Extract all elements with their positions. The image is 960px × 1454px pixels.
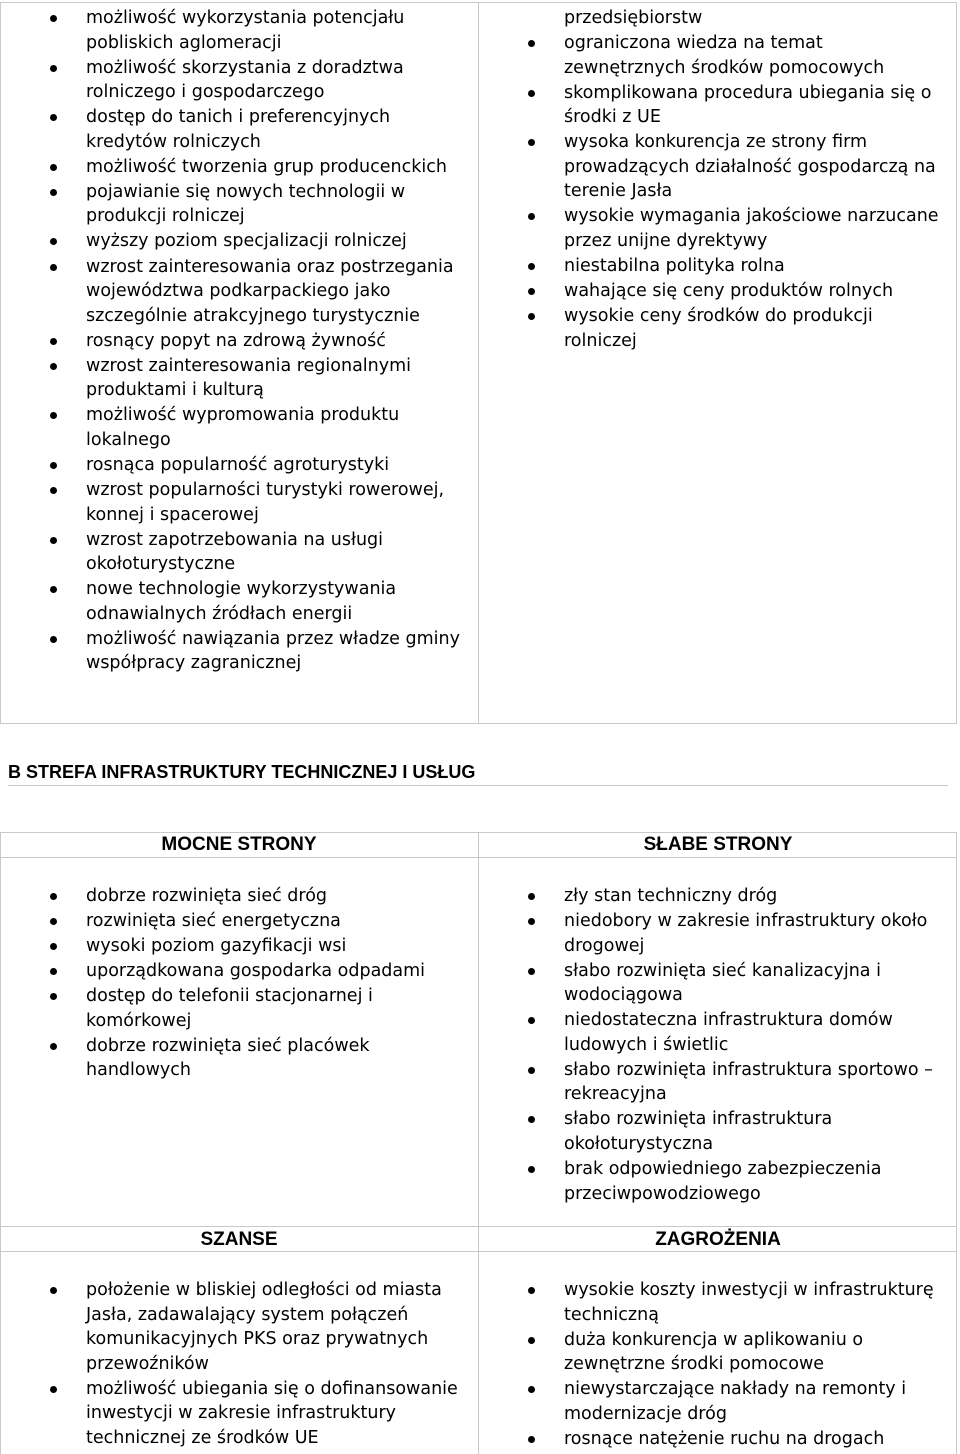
list-item: rozwinięta sieć energetyczna bbox=[0, 909, 464, 934]
list-item: możliwość wypromowania produktu lokalnego bbox=[0, 403, 464, 452]
threats-list bbox=[479, 1278, 957, 1451]
list-item: niestabilna polityka rolna bbox=[479, 254, 943, 279]
opportunities-column bbox=[0, 1278, 478, 1451]
top-opportunities-column bbox=[0, 6, 478, 676]
list-item: wyższy poziom specjalizacji rolniczej bbox=[0, 229, 464, 254]
list-item: wysokie koszty inwestycji w infrastrukturę techniczną bbox=[479, 1278, 943, 1327]
list-item: wzrost zapotrzebowania na usługi okołoturystyczne bbox=[0, 528, 464, 577]
list-item: niedobory w zakresie infrastruktury około drogowej bbox=[479, 909, 943, 958]
opportunities-header: SZANSE bbox=[200, 1229, 278, 1250]
list-item: wysoki poziom gazyfikacji wsi bbox=[0, 934, 464, 959]
list-item: brak odpowiedniego zabezpieczenia przeciwpowodziowego bbox=[479, 1157, 943, 1206]
list-item: wysokie wymagania jakościowe narzucane przez unijne dyrektywy bbox=[479, 204, 943, 253]
list-item: słabo rozwinięta infrastruktura sportowo – rekreacyjna bbox=[479, 1058, 943, 1107]
list-item: możliwość skorzystania z doradztwa rolniczego i gospodarczego bbox=[0, 56, 464, 105]
list-item: możliwość nawiązania przez władze gminy współpracy zagranicznej bbox=[0, 627, 464, 676]
top-threats-column bbox=[479, 6, 957, 354]
strengths-list bbox=[0, 884, 478, 1083]
threats-column bbox=[479, 1278, 957, 1452]
list-item: wzrost zainteresowania oraz postrzegania województwa podkarpackiego jako szczególnie atrakcyjnego turystycznie bbox=[0, 255, 464, 329]
list-item: dobrze rozwinięta sieć dróg bbox=[0, 884, 464, 909]
list-item: słabo rozwinięta sieć kanalizacyjna i wodociągowa bbox=[479, 959, 943, 1008]
list-item: niedostateczna infrastruktura domów ludowych i świetlic bbox=[479, 1008, 943, 1057]
list-item: dostęp do tanich i preferencyjnych kredytów rolniczych bbox=[0, 105, 464, 154]
list-item: wzrost zainteresowania regionalnymi produktami i kulturą bbox=[0, 354, 464, 403]
list-item: uporządkowana gospodarka odpadami bbox=[0, 959, 464, 984]
section-b-title: B STREFA INFRASTRUKTURY TECHNICZNEJ I USŁUG bbox=[8, 761, 948, 786]
list-item: możliwość wykorzystania potencjału pobliskich aglomeracji bbox=[0, 6, 464, 55]
list-item: możliwość tworzenia grup producenckich bbox=[0, 155, 464, 180]
opportunities-header-rule bbox=[0, 1251, 957, 1252]
list-item: rosnące natężenie ruchu na drogach bbox=[479, 1427, 943, 1452]
strengths-column bbox=[0, 884, 478, 1084]
threats-continuation-text: przedsiębiorstw bbox=[564, 8, 703, 28]
list-item: pojawianie się nowych technologii w produkcji rolniczej bbox=[0, 180, 464, 229]
strengths-header: MOCNE STRONY bbox=[161, 834, 317, 855]
list-item: wysoka konkurencja ze strony firm prowadzących działalność gospodarczą na terenie Jasła bbox=[479, 130, 943, 204]
list-item: wysokie ceny środków do produkcji rolniczej bbox=[479, 304, 943, 353]
weaknesses-column bbox=[479, 884, 957, 1207]
opportunities-top-rule bbox=[0, 1226, 957, 1227]
list-item: słabo rozwinięta infrastruktura okołoturystyczna bbox=[479, 1107, 943, 1156]
list-item: położenie w bliskiej odległości od miasta Jasła, zadawalający system połączeń komunikacyjnych PKS oraz prywatnych przewoźników bbox=[0, 1278, 466, 1376]
list-item: skomplikowana procedura ubiegania się o środki z UE bbox=[479, 81, 943, 130]
strengths-header-rule bbox=[0, 857, 957, 858]
list-item: możliwość ubiegania się o dofinansowanie inwestycji w zakresie infrastruktury technicznej ze środków UE bbox=[0, 1377, 466, 1451]
weaknesses-list bbox=[479, 884, 957, 1206]
threats-header: ZAGROŻENIA bbox=[655, 1229, 781, 1250]
list-item: wzrost popularności turystyki rowerowej, konnej i spacerowej bbox=[0, 478, 464, 527]
list-item: rosnąca popularność agroturystyki bbox=[0, 453, 464, 478]
list-item: dostęp do telefonii stacjonarnej i komórkowej bbox=[0, 984, 464, 1033]
list-item: wahające się ceny produktów rolnych bbox=[479, 279, 943, 304]
list-item: rosnący popyt na zdrową żywność bbox=[0, 329, 464, 354]
list-item: ograniczona wiedza na temat zewnętrznych środków pomocowych bbox=[479, 31, 943, 80]
list-item: niewystarczające nakłady na remonty i modernizacje dróg bbox=[479, 1377, 943, 1426]
opportunities-list bbox=[0, 1278, 478, 1450]
top-threats-list bbox=[479, 31, 957, 353]
list-item: duża konkurencja w aplikowaniu o zewnętrzne środki pomocowe bbox=[479, 1328, 943, 1377]
weaknesses-header: SŁABE STRONY bbox=[643, 834, 793, 855]
top-opportunities-list bbox=[0, 6, 478, 676]
list-item: dobrze rozwinięta sieć placówek handlowych bbox=[0, 1034, 464, 1083]
list-item: zły stan techniczny dróg bbox=[479, 884, 943, 909]
list-item: nowe technologie wykorzystywania odnawialnych źródłach energii bbox=[0, 577, 464, 626]
